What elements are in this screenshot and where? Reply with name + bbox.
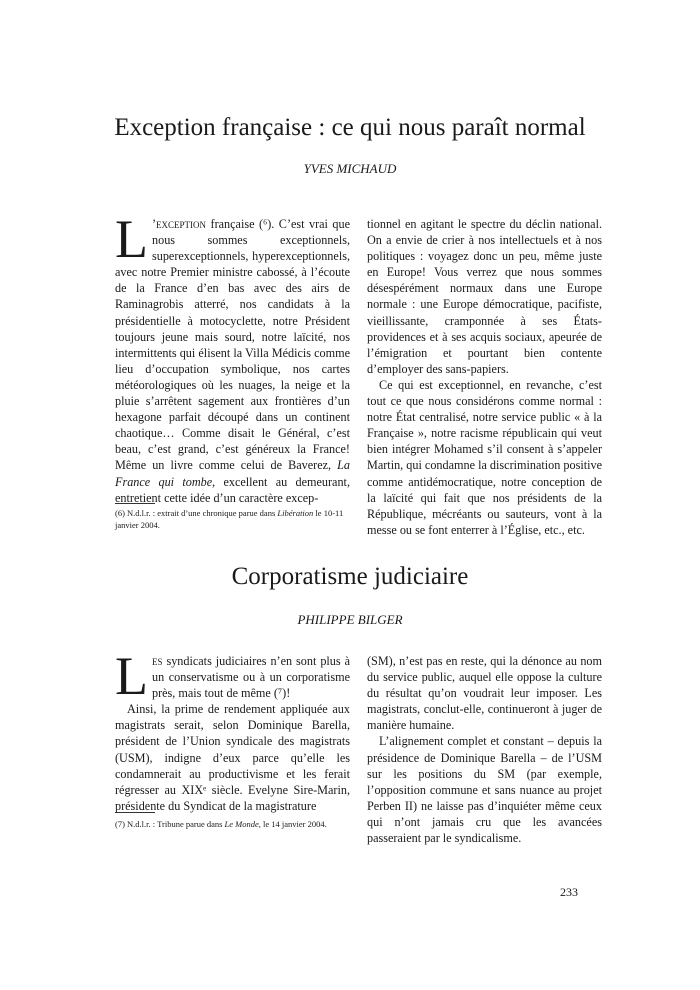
article-column-1	[115, 646, 350, 814]
paragraph: L’alignement complet et constant – depuis la présidence de Dominique Barella – de l’USM sur les positions du SM (par exemple, l’opposition commune et sans nuance au projet Perben II) ne laisse pas d’inquiéter même ceux qui n’ont jamais cru que les avancées passeraient par le syndicalisme.	[367, 734, 602, 846]
book-title: La France qui tombe	[115, 458, 350, 489]
article-title: Exception française : ce qui nous paraît normal	[114, 114, 586, 141]
article-column-2	[367, 216, 602, 538]
footnote-text: (6) N.d.l.r. : extrait d’une chronique parue dans	[115, 508, 278, 518]
article-title: Corporatisme judiciaire	[231, 563, 469, 590]
drop-cap: L	[115, 646, 148, 706]
footnote-text: , le 14 janvier 2004.	[258, 819, 327, 829]
footnote-source: Libération	[277, 508, 314, 518]
article-author: YVES MICHAUD	[303, 161, 397, 176]
lead-word: es	[152, 654, 163, 668]
page-number: 233	[560, 885, 578, 899]
drop-cap: L	[115, 209, 148, 269]
article-column-1	[115, 209, 350, 506]
body-text: française (⁶). C’est vrai que nous sommes exceptionnels, superexceptionnels, hyperexceptionnels, avec notre Premier ministre cabossé, à l’écoute de la France d’en bas avec des airs de Raminagrobis atterré, nos candidats à la présidentielle à motocyclette, notre Président toujours jeune mais sourd, notre laïcité, nos intermittents qui élisent la Villa Médicis comme lieu d’occupation symbolique, nos cartes météorologiques où les nuages, la neige et la pluie s’arrêtent sagement aux frontières d’un hexagone parfait découpé dans un continent chaotique… Comme disait le Général, c’est beau, c’est grand, c’est généreux la France! Même un livre comme celui de Baverez,	[115, 217, 350, 473]
footnote	[115, 508, 355, 531]
article-column-2	[367, 653, 602, 846]
footnote-text: (7) N.d.l.r. : Tribune parue dans	[115, 819, 225, 829]
footnote-text: le 10-11 janvier 2004.	[115, 508, 344, 530]
footnote	[115, 819, 355, 831]
footnote-rule	[115, 812, 155, 813]
article-author: PHILIPPE BILGER	[297, 612, 403, 627]
paragraph: (SM), n’est pas en reste, qui la dénonce au nom du service public, auquel elle oppose la culture du résultat qu’on voudrait leur imposer. Les magistrats, conclut-elle, continueront à juger de manière humaine.	[367, 654, 602, 733]
paragraph: Ce qui est exceptionnel, en revanche, c’est tout ce que nous considérons comme normal : notre État centralisé, notre service public « à la Française », notre racisme républicain qui veut bien intégrer Mohamed s’il consent à s’appeler Martin, qui condamne la discrimination positive comme antidémocratique, notre conception de la laïcité qui fait que nos présidents de la République, mécréants ou sauteurs, vont à la messe ou se font enterrer à l’Église, etc., etc.	[367, 377, 602, 537]
body-text: , excellent au demeurant, entretient cette idée d’un caractère excep-	[115, 474, 350, 505]
footnote-rule	[115, 503, 155, 504]
paragraph: Ainsi, la prime de rendement appliquée aux magistrats serait, selon Dominique Barella, président de l’Union syndicale des magistrats (USM), indigne d’eux parce qu’elle les condamnerait au productivisme et les ferait régresser au XIXᵉ siècle. Evelyne Sire-Marin, présidente du Syndicat de la magistrature	[115, 702, 350, 813]
lead-word: ’exception	[152, 217, 207, 231]
footnote-source: Le Monde	[224, 819, 259, 829]
paragraph: tionnel en agitant le spectre du déclin national. On a envie de crier à nos intellectuels et à nos politiques : voyagez donc un peu, même juste en Europe! Vous verrez que nous sommes désespérément normaux dans une Europe normale : une Europe démocratique, pacifiste, vieillissante, cramponnée à ses États-providences et à ses acquis sociaux, apeurée de l’émigration et pourtant bien contente d’employer des sans-papiers.	[367, 217, 602, 376]
body-text: syndicats judiciaires n’en sont plus à un conservatisme ou à un corporatisme près, mais tout de même (⁷)!	[152, 654, 350, 701]
